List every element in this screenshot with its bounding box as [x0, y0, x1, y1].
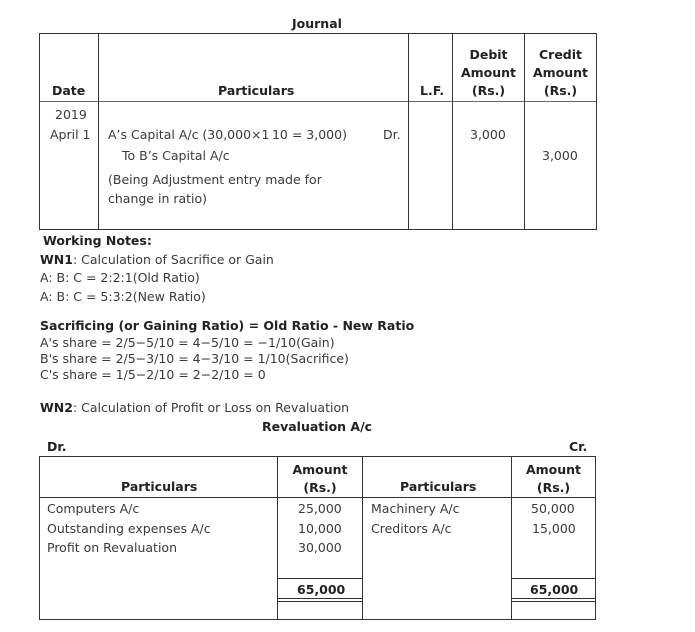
rev-left-particular: Outstanding expenses A/c — [47, 521, 211, 536]
rev-left-total: 65,000 — [297, 582, 346, 597]
old-ratio: A: B: C = 2:2:1(Old Ratio) — [40, 270, 200, 285]
entry-narration-line-1: (Being Adjustment entry made for — [108, 172, 322, 187]
rev-header-amount-right: Amount (Rs.) — [525, 462, 582, 495]
new-ratio: A: B: C = 5:3:2(New Ratio) — [40, 289, 206, 304]
revaluation-title: Revaluation A/c — [262, 419, 373, 434]
wn1-label: WN1 — [40, 252, 73, 267]
entry-credit-line: To B’s Capital A/c — [122, 148, 230, 163]
entry-dr: Dr. — [383, 127, 401, 142]
entry-narration-line-2: change in ratio) — [108, 191, 208, 206]
rev-left-particular: Computers A/c — [47, 501, 140, 516]
entry-year: 2019 — [55, 107, 87, 122]
revaluation-cr: Cr. — [569, 439, 588, 454]
working-notes-heading: Working Notes: — [43, 233, 152, 248]
wn2-label: WN2 — [40, 400, 73, 415]
rev-right-amount: 50,000 — [531, 501, 575, 516]
wn1-line — [40, 252, 274, 267]
journal-header-date: Date — [52, 83, 86, 98]
journal-header-particulars: Particulars — [218, 83, 295, 98]
c-share: C's share = 1/5−2/10 = 2−2/10 = 0 — [40, 367, 266, 382]
rev-left-amount: 10,000 — [298, 521, 342, 536]
entry-debit-line: A’s Capital A/c (30,000×1 10 = 3,000) — [108, 127, 347, 142]
rev-header-particulars-left: Particulars — [121, 479, 198, 494]
wn1-text: : Calculation of Sacrifice or Gain — [72, 252, 274, 267]
rev-right-amount: 15,000 — [532, 521, 576, 536]
sacrifice-heading: Sacrificing (or Gaining Ratio) = Old Ratio - New Ratio — [40, 318, 415, 333]
journal-header-lf: L.F. — [420, 83, 445, 98]
rev-right-total: 65,000 — [530, 582, 579, 597]
journal-header-debit: Debit Amount (Rs.) — [460, 47, 517, 98]
revaluation-dr: Dr. — [47, 439, 67, 454]
journal-title: Journal — [292, 16, 342, 31]
wn2-line — [40, 400, 349, 415]
rev-header-particulars-right: Particulars — [400, 479, 477, 494]
b-share: B's share = 2/5−3/10 = 4−3/10 = 1/10(Sacrifice) — [40, 351, 349, 366]
rev-left-particular: Profit on Revaluation — [47, 540, 177, 555]
rev-right-particular: Creditors A/c — [371, 521, 452, 536]
entry-credit-amount: 3,000 — [542, 148, 578, 163]
wn2-text: : Calculation of Profit or Loss on Revaluation — [72, 400, 350, 415]
entry-debit-amount: 3,000 — [470, 127, 506, 142]
rev-header-amount-left: Amount (Rs.) — [292, 462, 348, 495]
rev-left-amount: 25,000 — [298, 501, 342, 516]
a-share: A's share = 2/5−5/10 = 4−5/10 = −1/10(Gain) — [40, 335, 335, 350]
rev-right-particular: Machinery A/c — [371, 501, 460, 516]
entry-date: April 1 — [50, 127, 91, 142]
rev-left-amount: 30,000 — [298, 540, 342, 555]
journal-header-credit: Credit Amount (Rs.) — [532, 47, 589, 98]
